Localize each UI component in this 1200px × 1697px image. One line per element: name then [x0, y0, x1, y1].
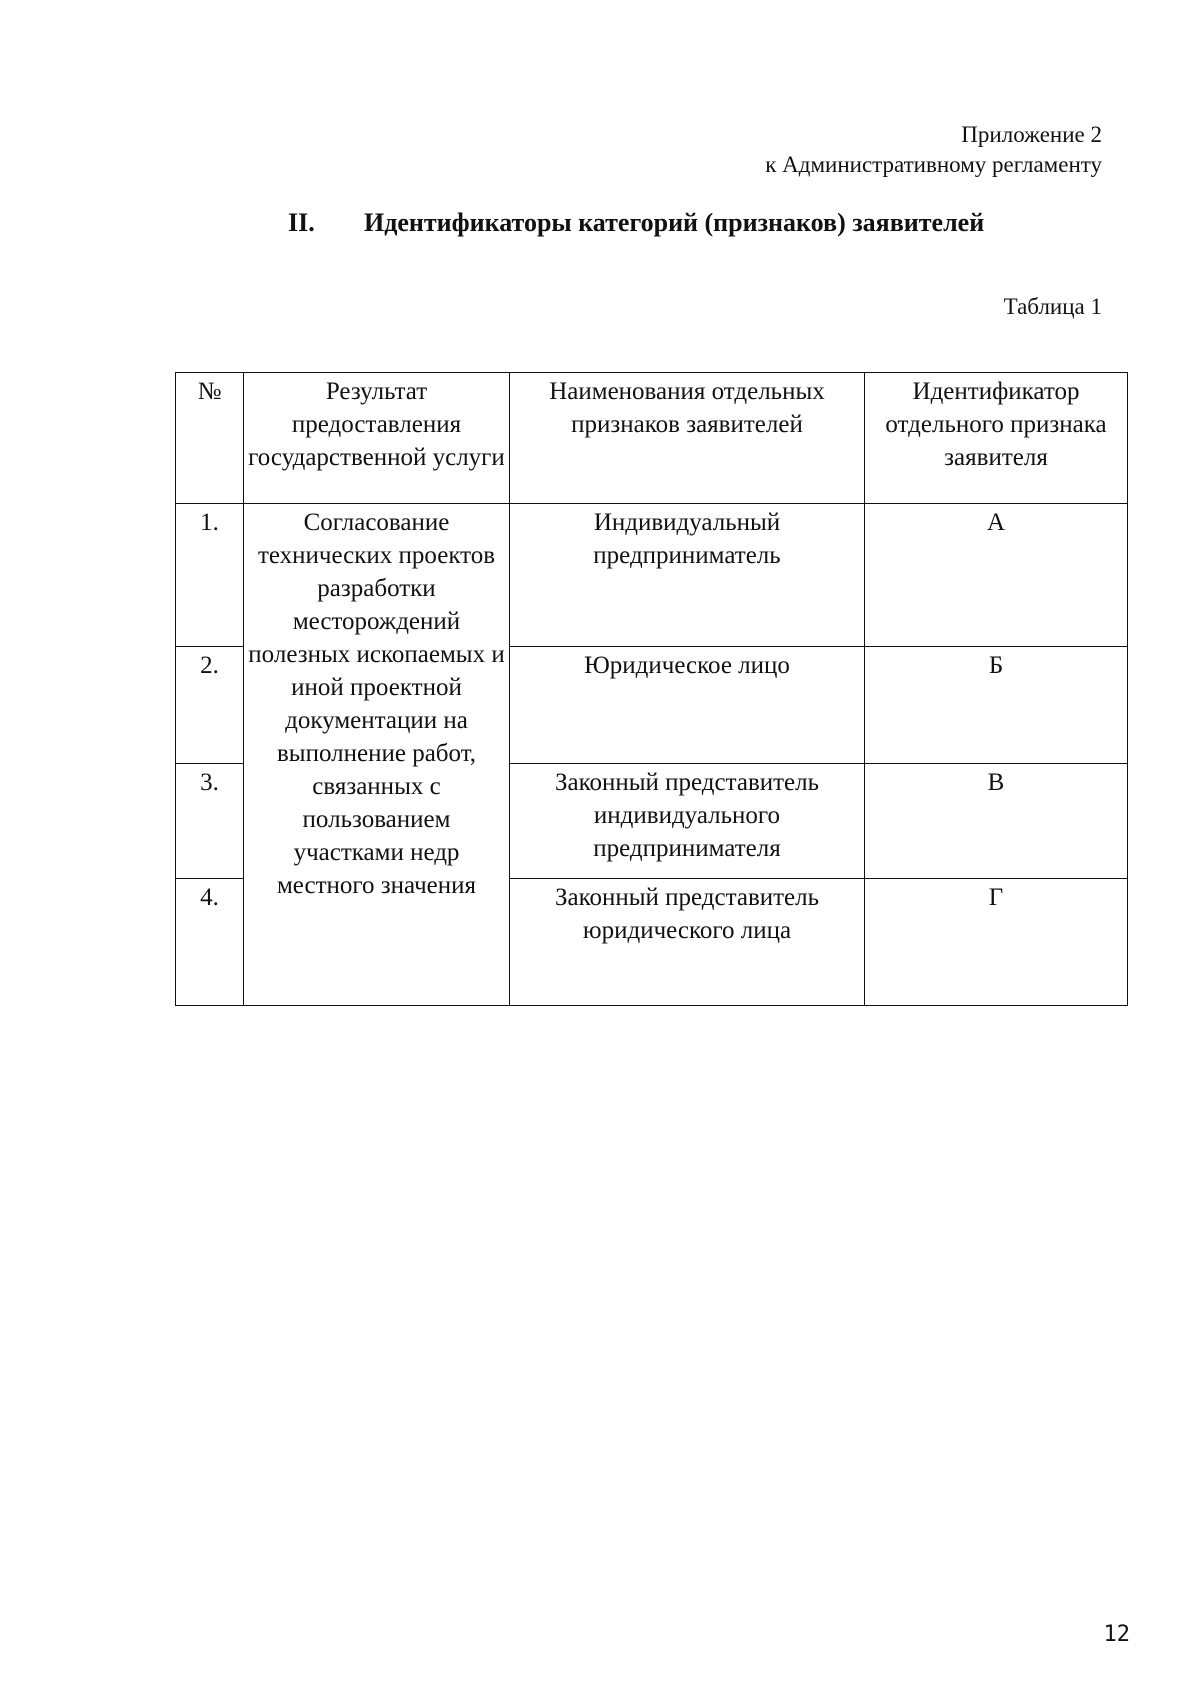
- applicant-feature-id: Г: [865, 879, 1128, 1006]
- table-row: [176, 504, 1128, 647]
- applicant-feature-name: Законный представитель юридического лица: [510, 879, 865, 1006]
- service-result-cell: Согласование технических проектов разработки месторождений полезных ископаемых и иной проектной документации на выполнение работ, связанных с пользованием участками недр местного значения: [244, 504, 510, 1006]
- table-header-row: [176, 373, 1128, 504]
- applicant-feature-name: Законный представитель индивидуального предпринимателя: [510, 764, 865, 879]
- appendix-line-1: Приложение 2: [961, 122, 1102, 147]
- page-number: 12: [1103, 1622, 1130, 1647]
- applicant-feature-id: А: [865, 504, 1128, 647]
- header-result: Результат предоставления государственной услуги: [244, 373, 510, 504]
- section-number: II.: [288, 208, 315, 237]
- row-number: 3.: [176, 764, 244, 879]
- applicant-feature-name: Юридическое лицо: [510, 647, 865, 764]
- header-applicant-features: Наименования отдельных признаков заявителей: [510, 373, 865, 504]
- section-heading: [288, 208, 984, 238]
- section-title: Идентификаторы категорий (признаков) заявителей: [364, 208, 985, 237]
- appendix-line-2: к Административному регламенту: [765, 152, 1102, 177]
- row-number: 4.: [176, 879, 244, 1006]
- header-number: №: [176, 373, 244, 504]
- identifiers-table: [175, 372, 1128, 1006]
- row-number: 2.: [176, 647, 244, 764]
- applicant-feature-id: Б: [865, 647, 1128, 764]
- applicant-feature-id: В: [865, 764, 1128, 879]
- applicant-feature-name: Индивидуальный предприниматель: [510, 504, 865, 647]
- table-label: Таблица 1: [1003, 294, 1102, 319]
- row-number: 1.: [176, 504, 244, 647]
- header-identifier: Идентификатор отдельного признака заявителя: [865, 373, 1128, 504]
- appendix-reference: [765, 120, 1102, 180]
